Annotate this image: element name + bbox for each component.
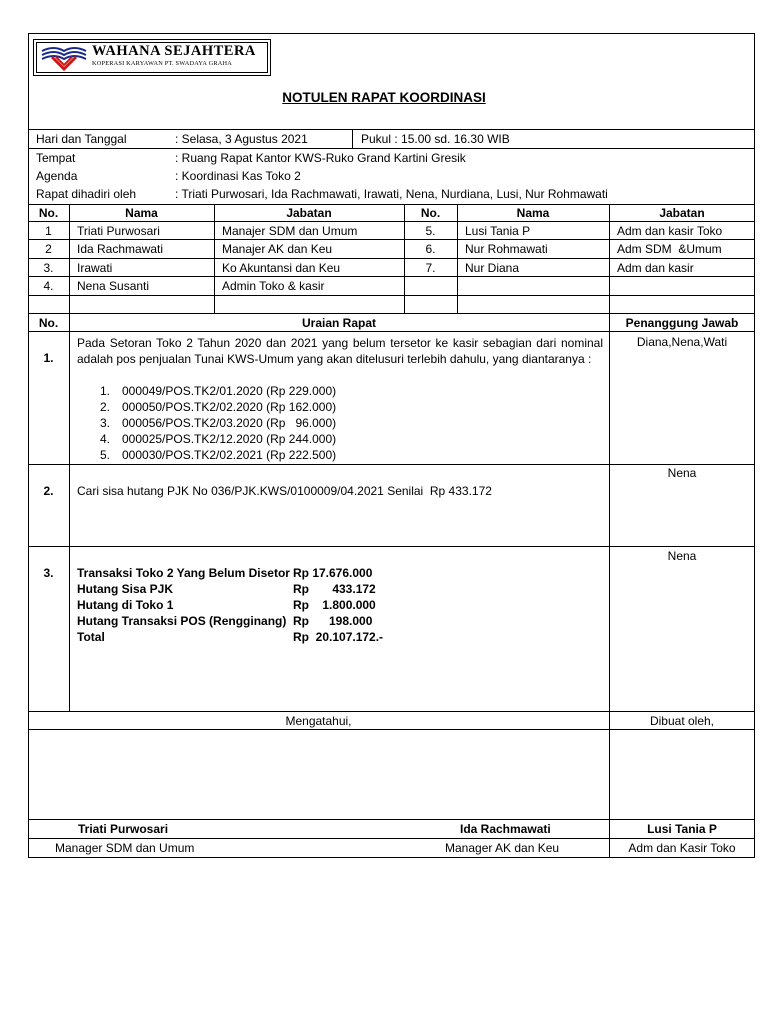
time-value: Pukul : 15.00 sd. 16.30 WIB [361, 132, 510, 146]
minutes-item-no: 2. [43, 484, 54, 498]
attendee-name: Triati Purwosari [77, 224, 160, 238]
minutes-header-responsible: Penanggung Jawab [625, 316, 739, 330]
summary-row-label: Hutang Transaksi POS (Rengginang) [77, 614, 287, 628]
signer-position: Adm dan Kasir Toko [628, 841, 736, 855]
attendee-position: Manajer AK dan Keu [222, 242, 333, 256]
attendance-header-no-right: No. [420, 206, 441, 220]
agenda-label: Agenda [36, 169, 78, 183]
attendees-value: : Triati Purwosari, Ida Rachmawati, Irawati, Nena, Nurdiana, Lusi, Nur Rohmawati [175, 187, 608, 201]
signer-position: Manager AK dan Keu [445, 841, 560, 855]
summary-row-label: Transaksi Toko 2 Yang Belum Disetor [77, 566, 290, 580]
summary-row-label: Hutang di Toko 1 [77, 598, 174, 612]
summary-row-amount: Rp 198.000 [293, 614, 373, 628]
minutes-item-responsible: Nena [667, 549, 697, 563]
summary-row-label: Hutang Sisa PJK [77, 582, 174, 596]
document-title: NOTULEN RAPAT KOORDINASI [282, 90, 486, 105]
attendees-label: Rapat dihadiri oleh [36, 187, 137, 201]
attendee-no: 7. [425, 261, 436, 275]
attendee-name: Nur Diana [465, 261, 520, 275]
summary-row-amount: Rp 1.800.000 [293, 598, 376, 612]
signer-name: Ida Rachmawati [460, 822, 551, 836]
made-by-label: Dibuat oleh, [649, 714, 715, 728]
signer-position: Manager SDM dan Umum [55, 841, 195, 855]
date-value: : Selasa, 3 Agustus 2021 [175, 132, 308, 146]
attendee-no: 4. [43, 279, 54, 293]
attendee-name: Nena Susanti [77, 279, 150, 293]
minutes-header-no: No. [38, 316, 59, 330]
date-label: Hari dan Tanggal [36, 132, 127, 146]
attendee-position: Adm dan kasir Toko [617, 224, 723, 238]
attendee-name: Lusi Tania P [465, 224, 531, 238]
summary-row-amount: Rp 433.172 [293, 582, 376, 596]
attendee-no: 2 [45, 242, 52, 256]
attendee-position: Manajer SDM dan Umum [222, 224, 358, 238]
attendee-position: Adm dan kasir [617, 261, 694, 275]
company-emblem-icon [40, 45, 88, 71]
attendance-header-name-left: Nama [125, 206, 158, 220]
attendance-header-position-right: Jabatan [659, 206, 705, 220]
attendee-no: 6. [425, 242, 436, 256]
list-item: 4. 000025/POS.TK2/12.2020 (Rp 244.000) [100, 432, 337, 446]
logo-subtitle: KOPERASI KARYAWAN PT. SWADAYA GRAHA [92, 60, 232, 67]
agenda-value: : Koordinasi Kas Toko 2 [175, 169, 301, 183]
summary-row-label: Total [77, 630, 105, 644]
attendee-no: 3. [43, 261, 54, 275]
logo-title: WAHANA SEJAHTERA [92, 43, 256, 59]
list-item: 1. 000049/POS.TK2/01.2020 (Rp 229.000) [100, 384, 337, 398]
summary-row-amount: Rp 17.676.000 [293, 566, 373, 580]
attendance-header-name-right: Nama [516, 206, 550, 220]
summary-row-amount: Rp 20.107.172.- [293, 630, 384, 644]
attendee-name: Ida Rachmawati [77, 242, 164, 256]
attendance-header-position-left: Jabatan [286, 206, 332, 220]
attendee-name: Irawati [77, 261, 113, 275]
signer-name: Lusi Tania P [647, 822, 717, 836]
list-item: 2. 000050/POS.TK2/02.2020 (Rp 162.000) [100, 400, 337, 414]
attendee-name: Nur Rohmawati [465, 242, 548, 256]
minutes-item-no: 3. [43, 566, 54, 580]
company-logo-box [33, 39, 271, 76]
signer-name: Triati Purwosari [78, 822, 169, 836]
attendee-no: 1 [45, 224, 52, 238]
place-label: Tempat [36, 151, 76, 165]
attendee-position: Ko Akuntansi dan Keu [222, 261, 341, 275]
minutes-header-description: Uraian Rapat [301, 316, 377, 330]
minutes-item-text: Pada Setoran Toko 2 Tahun 2020 dan 2021 yang belum tersetor ke kasir sebagian dari nominal adalah pos penjualan Tunai KWS-Umum yang akan ditelusuri terlebih dahulu, yang diantaranya : [77, 336, 603, 366]
attendee-no: 5. [425, 224, 436, 238]
minutes-item-responsible: Diana,Nena,Wati [636, 335, 728, 349]
place-value: : Ruang Rapat Kantor KWS-Ruko Grand Kartini Gresik [175, 151, 466, 165]
attendee-position: Adm SDM &Umum [617, 242, 722, 256]
acknowledged-label: Mengatahui, [285, 714, 352, 728]
list-item: 3. 000056/POS.TK2/03.2020 (Rp 96.000) [100, 416, 337, 430]
minutes-item-text: Cari sisa hutang PJK No 036/PJK.KWS/0100009/04.2021 Senilai Rp 433.172 [77, 484, 492, 498]
minutes-item-no: 1. [43, 351, 54, 365]
attendee-position: Admin Toko & kasir [222, 279, 325, 293]
pos-transaction-list [100, 383, 336, 463]
minutes-item-responsible: Nena [667, 466, 697, 480]
attendance-header-no-left: No. [38, 206, 59, 220]
list-item: 5. 000030/POS.TK2/02.2021 (Rp 222.500) [100, 448, 337, 462]
